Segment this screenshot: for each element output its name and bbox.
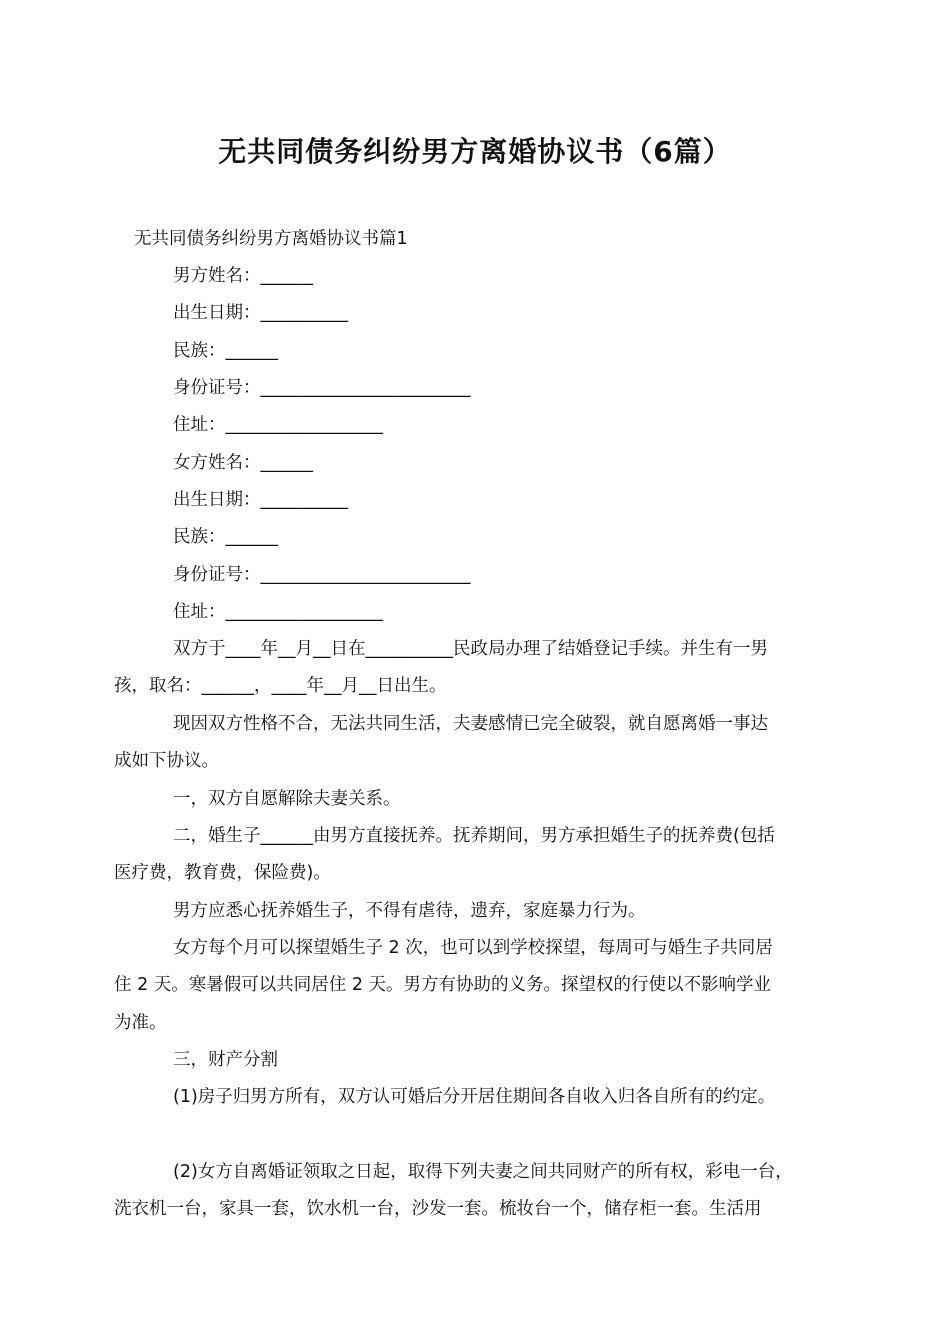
male-birth-field: 出生日期：__________ <box>173 303 348 323</box>
reason-paragraph-line: 现因双方性格不合，无法共同生活，夫妻感情已完全破裂，就自愿离婚一事达 <box>173 714 768 734</box>
male-id-field: 身份证号：________________________ <box>173 378 471 398</box>
marriage-paragraph-line: 双方于____年__月__日在__________民政局办理了结婚登记手续。并生有一男 <box>173 639 768 659</box>
female-id-field: 身份证号：________________________ <box>173 565 471 585</box>
reason-paragraph-line: 成如下协议。 <box>114 751 219 771</box>
clause-2-line: 医疗费，教育费，保险费)。 <box>114 863 331 883</box>
visitation-paragraph-line: 为准。 <box>114 1013 167 1033</box>
female-address-field: 住址：__________________ <box>173 602 383 622</box>
clause-2-note: 男方应悉心抚养婚生子，不得有虐待，遗弃，家庭暴力行为。 <box>173 901 646 921</box>
section-heading: 无共同债务纠纷男方离婚协议书篇1 <box>134 229 408 249</box>
clause-2-line: 二，婚生子______由男方直接抚养。抚养期间，男方承担婚生子的抚养费(包括 <box>173 826 775 846</box>
property-item-2-line: (2)女方自离婚证领取之日起，取得下列夫妻之间共同财产的所有权，彩电一台， <box>173 1162 793 1182</box>
female-ethnicity-field: 民族：______ <box>173 527 278 547</box>
male-name-field: 男方姓名：______ <box>173 266 313 286</box>
clause-3: 三，财产分割 <box>173 1050 278 1070</box>
property-item-1: (1)房子归男方所有，双方认可婚后分开居住期间各自收入归各自所有的约定。 <box>173 1087 776 1107</box>
female-birth-field: 出生日期：__________ <box>173 490 348 510</box>
clause-1: 一，双方自愿解除夫妻关系。 <box>173 789 401 809</box>
male-ethnicity-field: 民族：______ <box>173 341 278 361</box>
marriage-paragraph-line: 孩，取名：______，____年__月__日出生。 <box>114 676 447 696</box>
visitation-paragraph-line: 女方每个月可以探望婚生子 2 次，也可以到学校探望，每周可与婚生子共同居 <box>173 938 773 958</box>
property-item-2-line: 洗衣机一台，家具一套，饮水机一台，沙发一套。梳妆台一个，储存柜一套。生活用 <box>114 1199 762 1219</box>
male-address-field: 住址：__________________ <box>173 415 383 435</box>
visitation-paragraph-line: 住 2 天。寒暑假可以共同居住 2 天。男方有协助的义务。探望权的行使以不影响学业 <box>114 975 772 995</box>
female-name-field: 女方姓名：______ <box>173 453 313 473</box>
document-title: 无共同债务纠纷男方离婚协议书（6篇） <box>218 135 732 168</box>
